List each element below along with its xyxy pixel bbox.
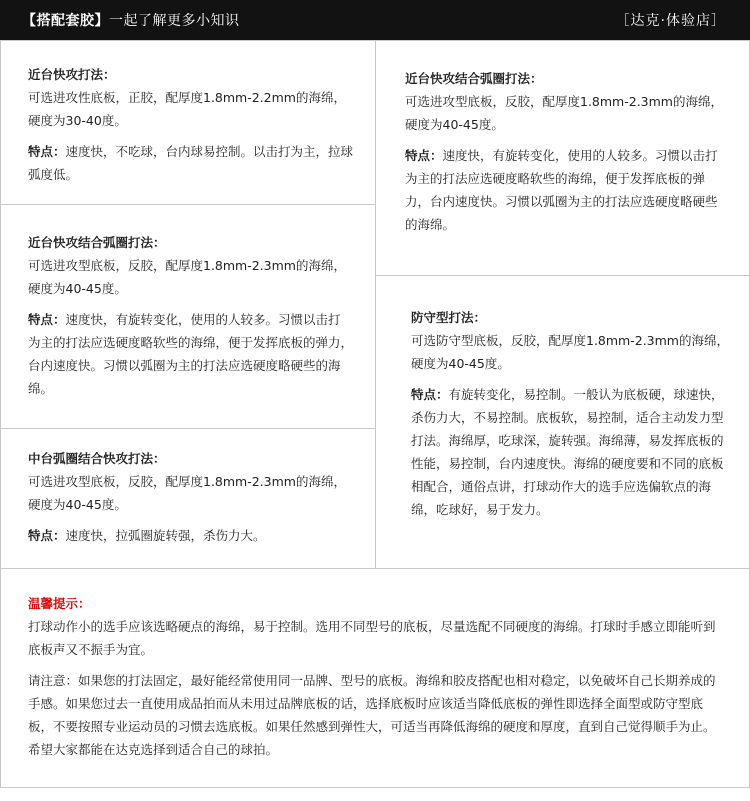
section-body: 可选进攻型底板，反胶，配厚度1.8mm-2.3mm的海绵，硬度为40-45度。 xyxy=(28,258,346,296)
feature-label: 特点： xyxy=(28,144,66,159)
section-close-fast-loop-right xyxy=(405,67,727,236)
feature-text: 有旋转变化，易控制。一般认为底板硬，球速快，杀伤力大，不易控制。底板软，易控制，适合主动发力型打法。海绵厚，吃球深，旋转强。海绵薄，易发挥底板的性能，易控制，台内速度快。海绵的硬度要和不同的底板相配合，通俗点讲，打球动作大的选手应选偏软点的海绵，吃球好，易于发力。 xyxy=(411,387,724,517)
section-body: 可选进攻性底板，正胶，配厚度1.8mm-2.2mm的海绵，硬度为30-40度。 xyxy=(28,90,346,128)
section-body: 可选防守型底板，反胶，配厚度1.8mm-2.3mm的海绵，硬度为40-45度。 xyxy=(411,333,729,371)
header-bar xyxy=(0,0,750,40)
tips-heading: 温馨提示： xyxy=(28,596,91,611)
section-body: 可选进攻型底板，反胶，配厚度1.8mm-2.3mm的海绵，硬度为40-45度。 xyxy=(405,94,723,132)
feature-text: 速度快，拉弧圈旋转强，杀伤力大。 xyxy=(65,528,266,543)
title-bold: 【搭配套胶】 xyxy=(22,13,109,29)
section-heading: 近台快攻结合弧圈打法： xyxy=(28,235,166,250)
section-defensive xyxy=(411,306,729,521)
section-close-fast-loop xyxy=(28,231,353,400)
title-rest: 一起了解更多小知识 xyxy=(109,13,240,29)
feature-label: 特点： xyxy=(28,312,66,327)
feature-text: 速度快，不吃球，台内球易控制。以击打为主，拉球弧度低。 xyxy=(28,144,354,182)
feature-label: 特点： xyxy=(405,148,443,163)
section-heading: 近台快攻结合弧圈打法： xyxy=(405,71,543,86)
section-tips xyxy=(28,592,726,761)
section-mid-loop-fast xyxy=(28,447,353,547)
section-heading: 中台弧圈结合快攻打法： xyxy=(28,451,166,466)
tips-paragraph-1: 打球动作小的选手应该选略硬点的海绵，易于控制。选用不同型号的底板，尽量选配不同硬度的海绵。打球时手感立即能听到底板声又不振手为宜。 xyxy=(28,619,716,657)
section-body: 可选进攻型底板，反胶，配厚度1.8mm-2.3mm的海绵，硬度为40-45度。 xyxy=(28,474,346,512)
page-title xyxy=(22,10,240,30)
section-close-fast-attack xyxy=(28,63,358,186)
feature-text: 速度快，有旋转变化，使用的人较多。习惯以击打为主的打法应选硬度略软些的海绵，便于发挥底板的弹力，台内速度快。习惯以弧圈为主的打法应选硬度略硬些的海绵。 xyxy=(28,312,354,396)
store-brand: ［达克·体验店］ xyxy=(615,13,726,29)
feature-label: 特点： xyxy=(28,528,66,543)
feature-label: 特点： xyxy=(411,387,449,402)
feature-text: 速度快，有旋转变化，使用的人较多。习惯以击打为主的打法应选硬度略软些的海绵，便于发挥底板的弹力，台内速度快。习惯以弧圈为主的打法应选硬度略硬些的海绵。 xyxy=(405,148,718,232)
section-heading: 近台快攻打法： xyxy=(28,67,116,82)
section-heading: 防守型打法： xyxy=(411,310,487,325)
tips-paragraph-2: 请注意：如果您的打法固定，最好能经常使用同一品牌、型号的底板。海绵和胶皮搭配也相对稳定，以免破坏自己长期养成的手感。如果您过去一直使用成品拍而从未用过品牌底板的话，选择底板时应该适当降低底板的弹性即选择全面型或防守型底板，不要按照专业运动员的习惯去选底板。如果任然感到弹性大，可适当再降低海绵的硬度和厚度，直到自己觉得顺手为止。希望大家都能在达克选择到适合自己的球拍。 xyxy=(28,673,716,757)
